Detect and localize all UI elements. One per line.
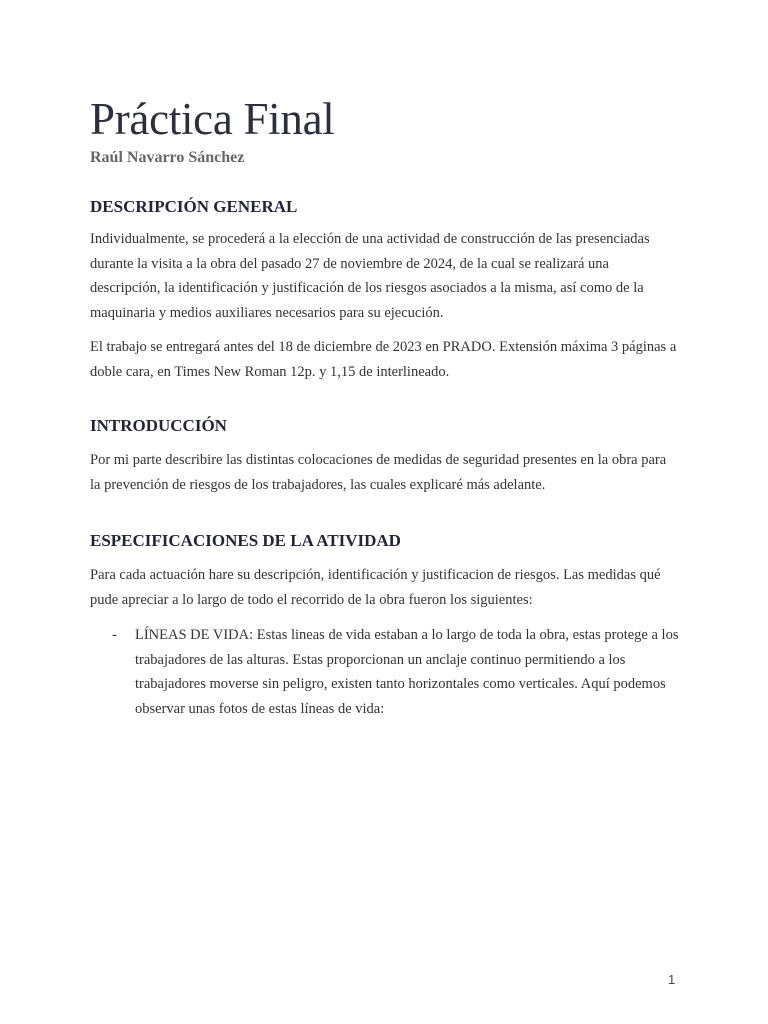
paragraph-especificaciones-1: Para cada actuación hare su descripción, identificación y justificacion de riesgos. Las medidas qué pude apreciar a lo largo de todo el recorrido de la obra fueron los siguientes: [90,567,661,608]
document-title: Práctica Final [90,94,335,144]
section-heading-introduccion: INTRODUCCIÓN [90,416,227,435]
section-heading-descripcion-general: DESCRIPCIÓN GENERAL [90,197,298,216]
list-item [90,623,680,721]
document-author: Raúl Navarro Sánchez [90,149,245,166]
paragraph-introduccion-1: Por mi parte describire las distintas colocaciones de medidas de seguridad presentes en la obra para la prevención de riesgos de los trabajadores, las cuales explicaré más adelante. [90,452,667,493]
bullet-marker: - [112,627,117,643]
page-number: 1 [668,972,676,987]
paragraph-descripcion-1: Individualmente, se procederá a la elección de una actividad de construcción de las presenciadas durante la visita a la obra del pasado 27 de noviembre de 2024, de la cual se realizará una descripción, la identificación y justificación de los riesgos asociados a la misma, así como de la maquinaria y medios auxiliares necesarios para su ejecución. [90,231,650,321]
page-content [90,92,680,721]
bullet-text: LÍNEAS DE VIDA: Estas lineas de vida estaban a lo largo de toda la obra, estas protege a los trabajadores de las alturas. Estas proporcionan un anclaje continuo permitiendo a los trabajadores moverse sin peligro, existen tanto horizontales como verticales. Aquí podemos observar unas fotos de estas líneas de vida: [135,627,679,717]
section-heading-especificaciones: ESPECIFICACIONES DE LA ATIVIDAD [90,531,401,550]
bullet-list [90,623,680,721]
paragraph-descripcion-2: El trabajo se entregará antes del 18 de diciembre de 2023 en PRADO. Extensión máxima 3 páginas a doble cara, en Times New Roman 12p. y 1,15 de interlineado. [90,339,677,380]
